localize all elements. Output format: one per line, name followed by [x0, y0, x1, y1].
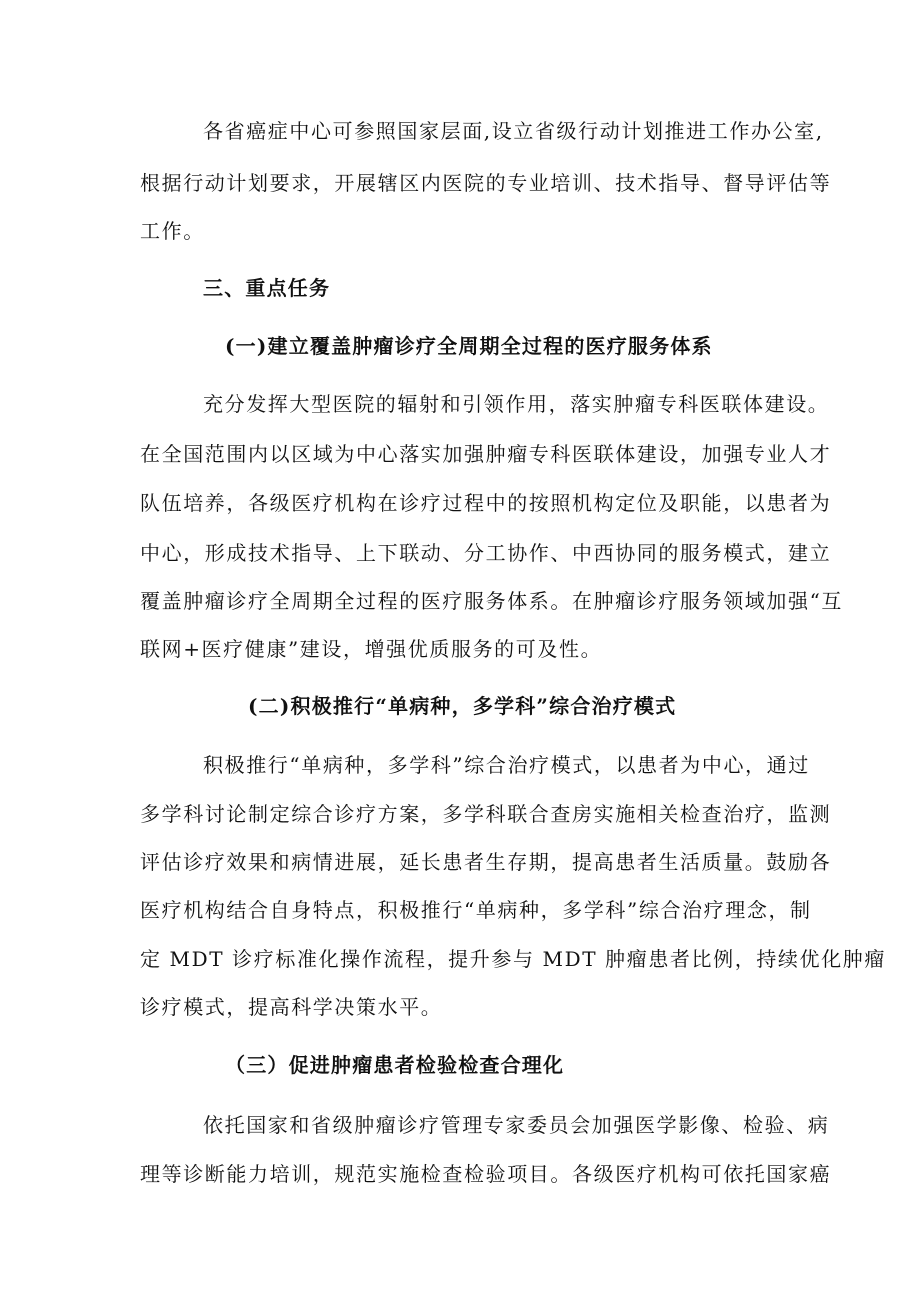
paragraph-1-line-3: 工作。 [140, 219, 205, 243]
paragraph-3-line-3: 评估诊疗效果和病情进展，延长患者生存期，提高患者生活质量。鼓励各 [140, 850, 832, 874]
paragraph-3-line-1: 积极推行“单病种，多学科”综合治疗模式，以患者为中心，通过 [203, 753, 810, 777]
subsection-3-title: （三）促进肿瘤患者检验检查合理化 [225, 1053, 565, 1077]
section-title: 三、重点任务 [203, 276, 331, 300]
paragraph-3-line-6: 诊疗模式，提高科学决策水平。 [140, 995, 443, 1019]
paragraph-1-line-2: 根据行动计划要求，开展辖区内医院的专业培训、技术指导、督导评估等 [140, 171, 832, 195]
paragraph-2-line-5: 覆盖肿瘤诊疗全周期全过程的医疗服务体系。在肿瘤诊疗服务领域加强“互 [140, 589, 844, 613]
paragraph-3-line-2: 多学科讨论制定综合诊疗方案，多学科联合查房实施相关检查治疗，监测 [140, 802, 832, 826]
subsection-2-title: (二)积极推行“单病种，多学科”综合治疗模式 [248, 694, 677, 718]
subsection-1-title: (一)建立覆盖肿瘤诊疗全周期全过程的医疗服务体系 [225, 334, 713, 358]
paragraph-4-line-2: 理等诊断能力培训，规范实施检查检验项目。各级医疗机构可依托国家癌 [140, 1162, 832, 1186]
paragraph-2-line-1: 充分发挥大型医院的辐射和引领作用，落实肿瘤专科医联体建设。 [203, 392, 830, 416]
paragraph-3-line-4: 医疗机构结合自身特点，积极推行“单病种，多学科”综合治疗理念，制 [140, 898, 812, 922]
paragraph-4-line-1: 依托国家和省级肿瘤诊疗管理专家委员会加强医学影像、检验、病 [203, 1113, 830, 1137]
paragraph-2-line-4: 中心，形成技术指导、上下联动、分工协作、中西协同的服务模式，建立 [140, 541, 832, 565]
paragraph-2-line-2: 在全国范围内以区域为中心落实加强肿瘤专科医联体建设，加强专业人才 [140, 442, 832, 466]
paragraph-2-line-6: 联网+医疗健康”建设，增强优质服务的可及性。 [140, 637, 603, 661]
paragraph-1-line-1: 各省癌症中心可参照国家层面,设立省级行动计划推进工作办公室, [203, 119, 824, 143]
paragraph-2-line-3: 队伍培养，各级医疗机构在诊疗过程中的按照机构定位及职能，以患者为 [140, 491, 832, 515]
paragraph-3-line-5: 定 MDT 诊疗标准化操作流程，提升参与 MDT 肿瘤患者比例，持续优化肿瘤 [140, 947, 886, 971]
